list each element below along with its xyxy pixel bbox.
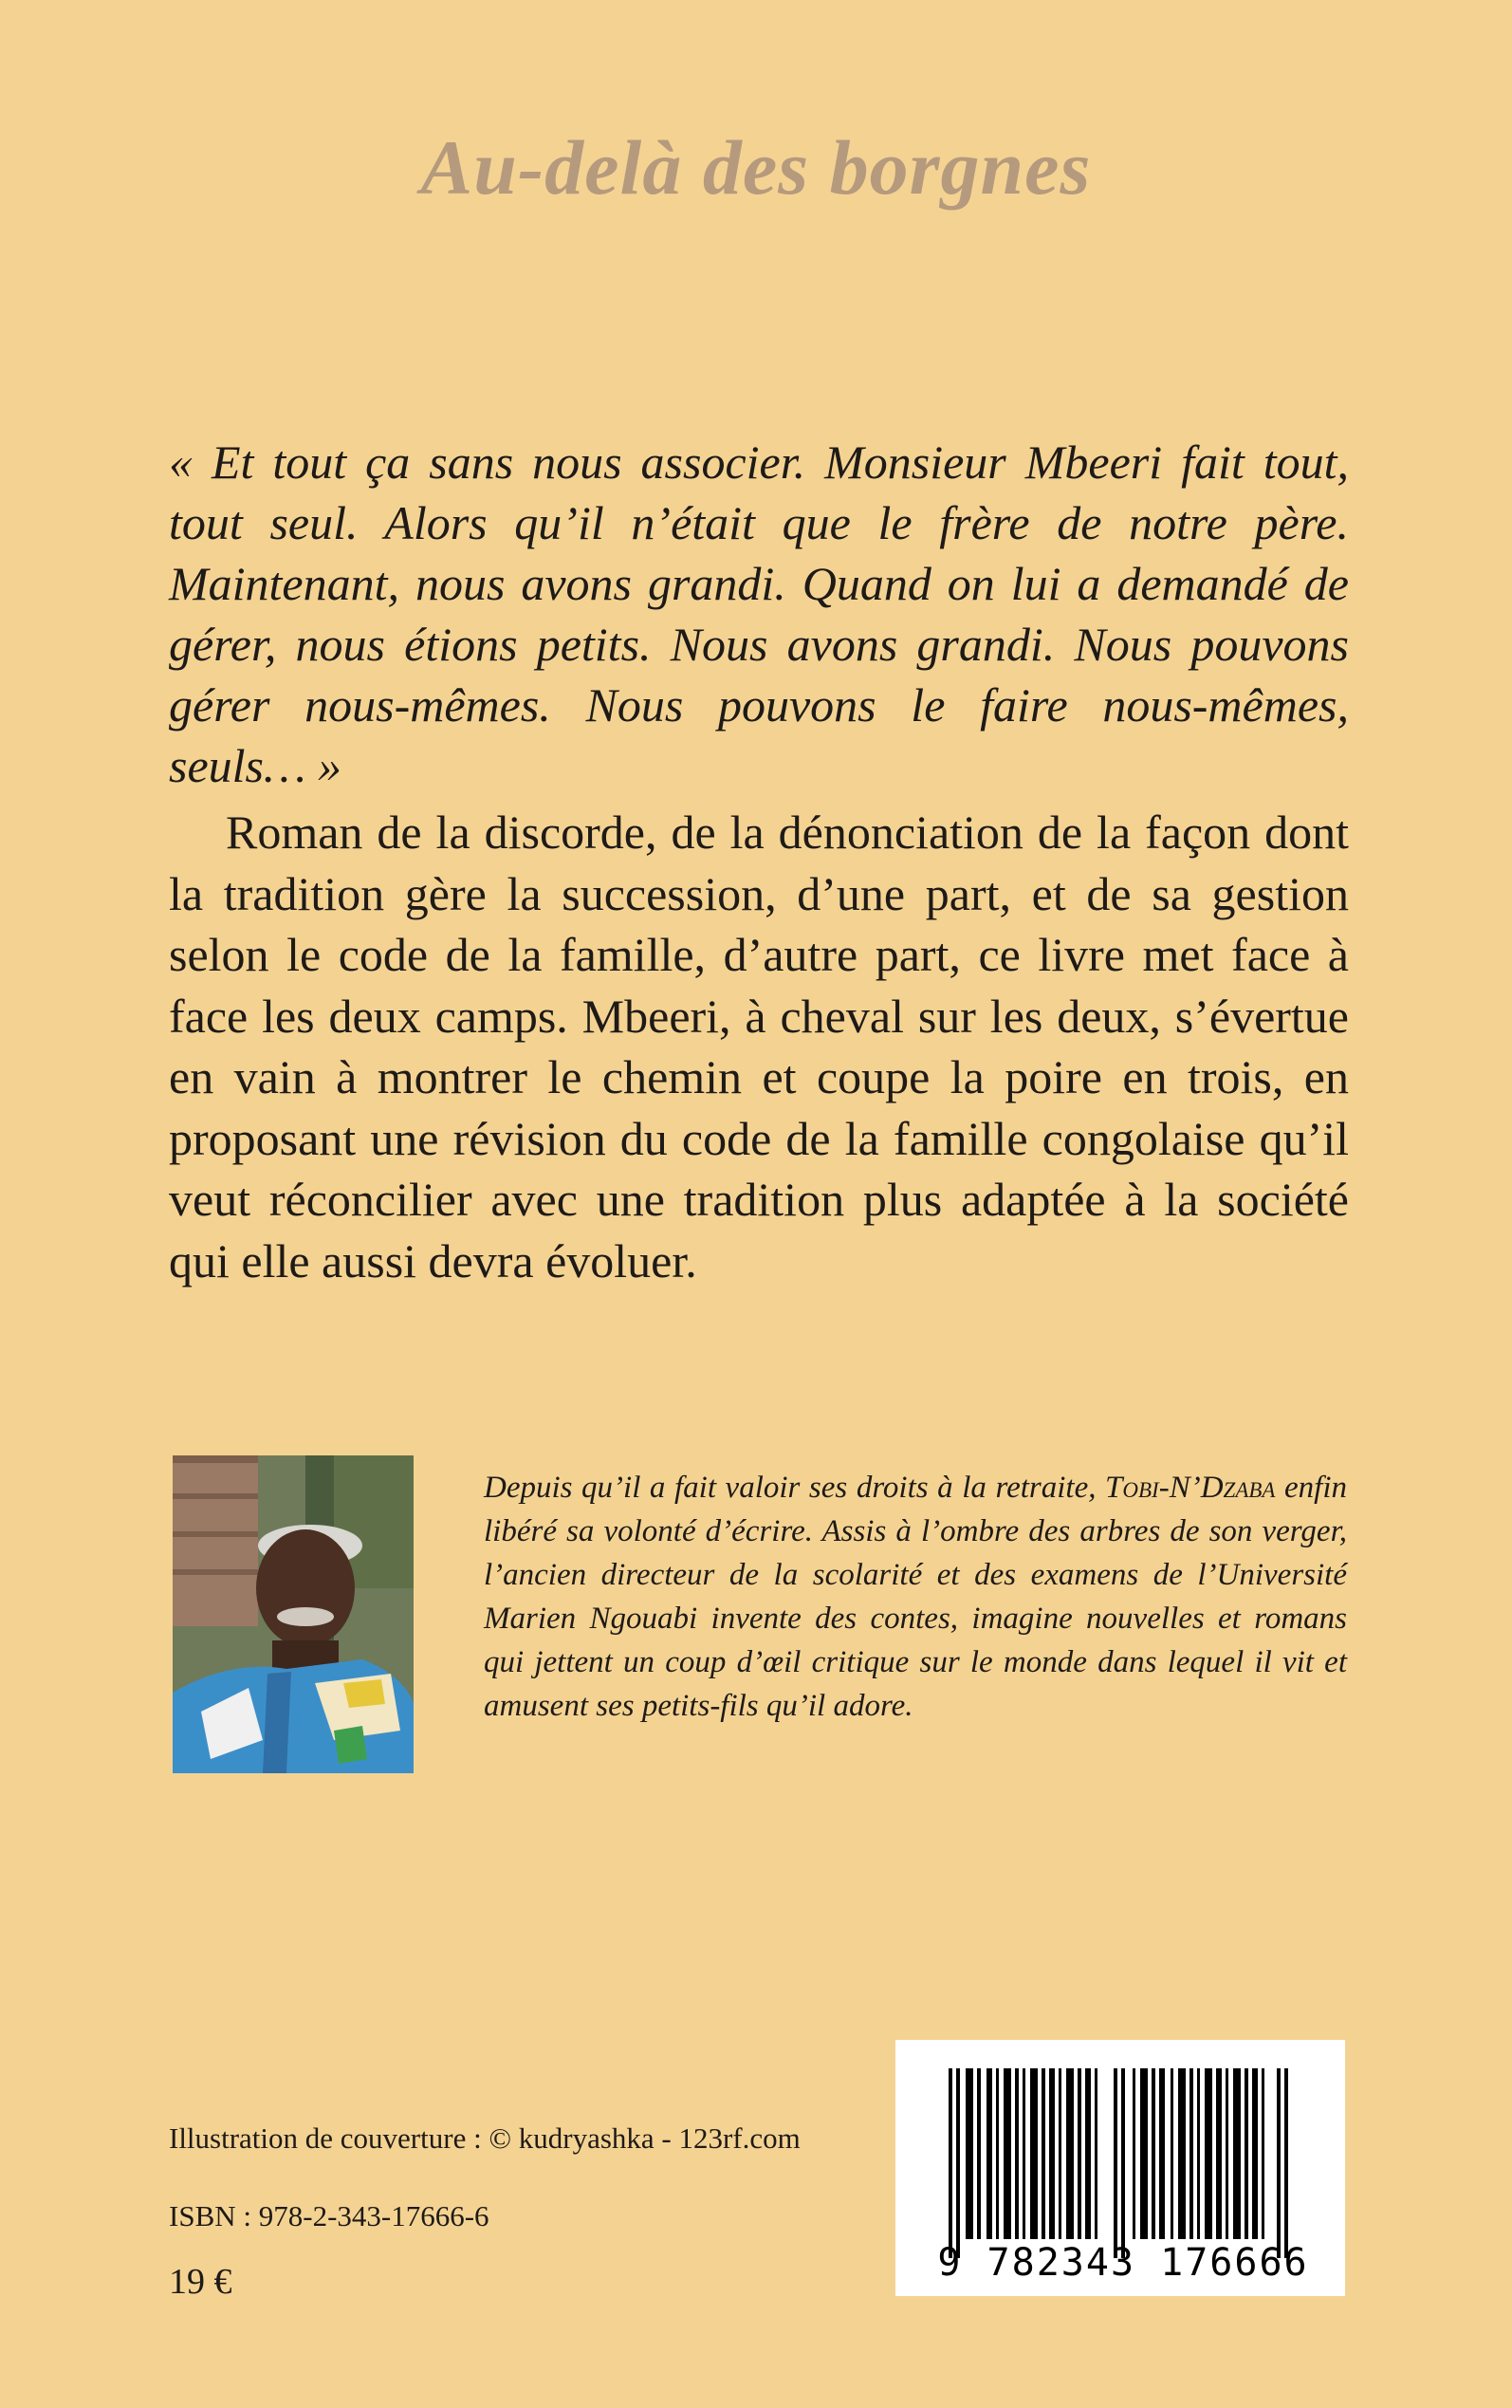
bio-text-end: enfin libéré sa volonté d’écrire. Assis à l’ombre des arbres de son verger, l’ancien directeur de la scolarité et des examens de l’Université Marien Ngouabi invente des contes, imagine nouvelles et romans qui jettent un coup d’œil critique sur le monde dans lequel il vit et amusent ses petits-fils qu’il adore.	[484, 1471, 1348, 1723]
barcode-digits: 9 782343 176666	[937, 2241, 1309, 2285]
bio-text-start: Depuis qu’il a fait valoir ses droits à la retraite,	[484, 1471, 1106, 1505]
author-name: Tobi-N’Dzaba	[1105, 1471, 1276, 1505]
author-biography	[484, 1466, 1347, 1728]
illustration-credit: Illustration de couverture : © kudryashka - 123rf.com	[169, 2121, 801, 2155]
summary-paragraph: Roman de la discorde, de la dénonciation de la façon dont la tradition gère la succession, d’une part, et de sa gestion selon le code de la famille, d’autre part, ce livre met face à face les deux camps. Mbeeri, à cheval sur les deux, s’évertue en vain à montrer le chemin et coupe la poire en trois, en proposant une révision du code de la famille congolaise qu’il veut réconcilier avec une tradition plus adaptée à la société qui elle aussi devra évoluer.	[169, 806, 1349, 1287]
author-photo	[173, 1455, 414, 1773]
price: 19 €	[169, 2262, 232, 2302]
isbn-text: ISBN : 978-2-343-17666-6	[169, 2199, 489, 2232]
book-title: Au-delà des borgnes	[420, 124, 1092, 211]
barcode	[895, 2040, 1345, 2296]
excerpt-quote: « Et tout ça sans nous associer. Monsieur Mbeeri fait tout, tout seul. Alors qu’il n’était que le frère de notre père. Maintenant, nous avons grandi. Quand on lui a demandé de gérer, nous étions petits. Nous avons grandi. Nous pouvons gérer nous-mêmes. Nous pouvons le faire nous-mêmes, seuls… »	[169, 435, 1349, 792]
